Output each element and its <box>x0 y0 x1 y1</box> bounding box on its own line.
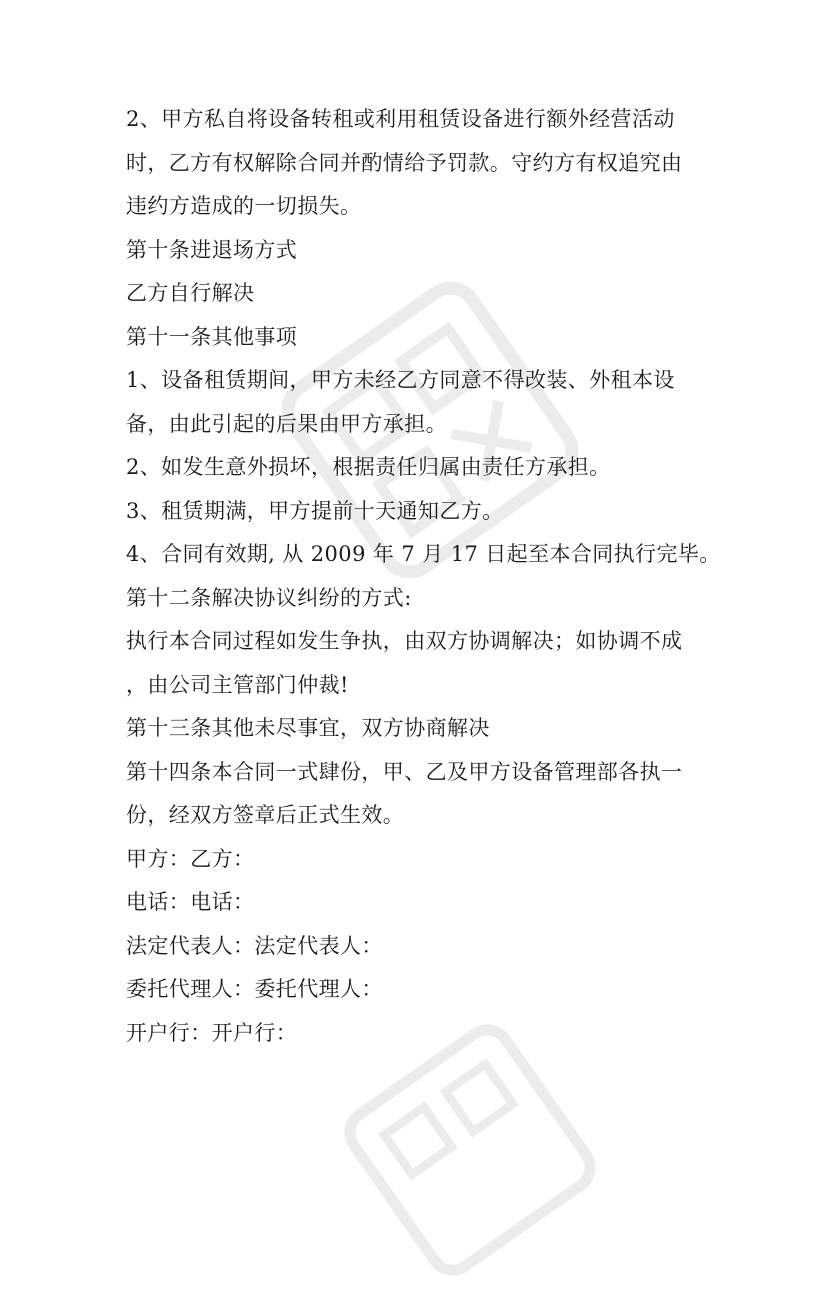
clause-line: 违约方造成的一切损失。 <box>126 194 362 218</box>
section-heading: 第十一条其他事项 <box>126 324 298 349</box>
section-heading: 第十条进退场方式 <box>126 237 298 262</box>
clause-line: 1、设备租赁期间，甲方未经乙方同意不得改装、外租本设 <box>126 368 675 392</box>
clause-line: ，由公司主管部门仲裁! <box>126 672 349 697</box>
clause-line: 备，由此引起的后果由甲方承担。 <box>126 411 447 436</box>
signature-field: 法定代表人：法定代表人： <box>126 933 383 958</box>
clause-line: 份，经双方签章后正式生效。 <box>126 803 405 827</box>
clause-line: 2、甲方私自将设备转租或利用租赁设备进行额外经营活动 <box>126 107 675 131</box>
section-heading: 第十三条其他未尽事宜，双方协商解决 <box>126 716 490 740</box>
section-heading: 第十二条解决协议纠纷的方式: <box>126 585 412 610</box>
signature-field: 委托代理人：委托代理人： <box>126 977 383 1001</box>
clause-line: 乙方自行解决 <box>126 281 255 305</box>
signature-field: 开户行：开户行： <box>126 1020 298 1045</box>
signature-field: 甲方：乙方： <box>126 846 255 871</box>
signature-field: 电话：电话： <box>126 890 255 914</box>
section-heading: 第十四条本合同一式肆份，甲、乙及甲方设备管理部各执一 <box>126 759 683 784</box>
contract-body <box>126 98 721 1055</box>
clause-line: 3、租赁期满，甲方提前十天通知乙方。 <box>126 498 504 523</box>
clause-line: 时，乙方有权解除合同并酌情给予罚款。守约方有权追究由 <box>126 150 683 175</box>
clause-line: 4、合同有效期, 从 2009 年 7 月 17 日起至本合同执行完毕。 <box>126 542 721 566</box>
clause-line: 2、如发生意外损坏，根据责任归属由责任方承担。 <box>126 455 611 479</box>
clause-line: 执行本合同过程如发生争执，由双方协调解决；如协调不成 <box>126 629 683 653</box>
